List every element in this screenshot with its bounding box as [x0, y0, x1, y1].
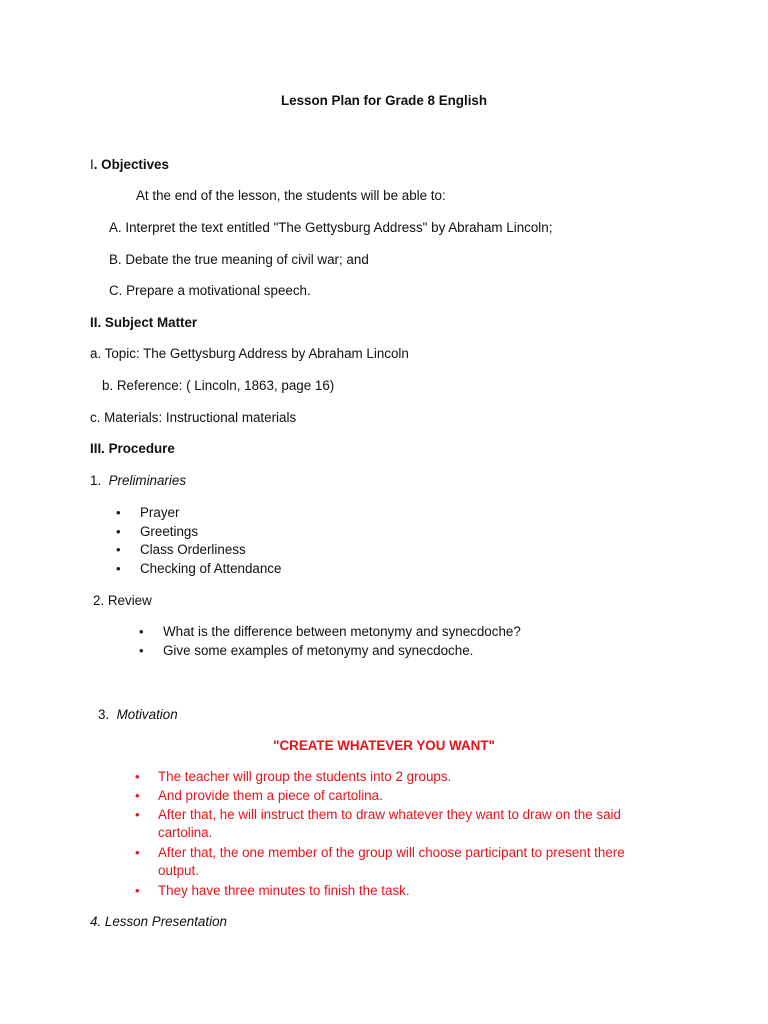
- bullet-icon: •: [135, 807, 140, 822]
- motivation-heading: [98, 707, 178, 722]
- objectives-numeral: I: [90, 157, 94, 172]
- subject-matter-heading: II. Subject Matter: [90, 315, 198, 330]
- preliminary-item-greetings: Greetings: [140, 524, 199, 539]
- procedure-heading: III. Procedure: [90, 441, 175, 456]
- page-title: Lesson Plan for Grade 8 English: [280, 93, 488, 108]
- lesson-presentation-heading: 4. Lesson Presentation: [90, 914, 227, 929]
- review-item-2: Give some examples of metonymy and synecdoche.: [163, 643, 474, 658]
- objective-item-b: B. Debate the true meaning of civil war; and: [109, 252, 369, 267]
- motivation-activity-title: "CREATE WHATEVER YOU WANT": [273, 738, 495, 753]
- motivation-item-3: After that, he will instruct them to draw whatever they want to draw on the said: [158, 807, 621, 822]
- objective-item-c: C. Prepare a motivational speech.: [109, 283, 311, 298]
- preliminaries-label: Preliminaries: [108, 473, 187, 488]
- subject-materials: c. Materials: Instructional materials: [90, 410, 297, 425]
- bullet-icon: •: [139, 643, 144, 658]
- bullet-icon: •: [135, 788, 140, 803]
- motivation-item-3-continued: cartolina.: [158, 825, 213, 840]
- bullet-icon: •: [135, 883, 140, 898]
- preliminary-item-orderliness: Class Orderliness: [140, 542, 246, 557]
- review-heading: 2. Review: [93, 593, 152, 608]
- bullet-icon: •: [135, 845, 140, 860]
- bullet-icon: •: [116, 524, 121, 539]
- motivation-item-1: The teacher will group the students into 2 groups.: [158, 769, 452, 784]
- preliminary-item-attendance: Checking of Attendance: [140, 561, 282, 576]
- bullet-icon: •: [116, 561, 121, 576]
- objectives-heading: [90, 157, 169, 172]
- motivation-item-4-continued: output.: [158, 863, 199, 878]
- motivation-label: Motivation: [116, 707, 178, 722]
- motivation-item-5: They have three minutes to finish the task.: [158, 883, 410, 898]
- motivation-item-2: And provide them a piece of cartolina.: [158, 788, 383, 803]
- preliminaries-heading: [90, 473, 186, 488]
- bullet-icon: •: [135, 769, 140, 784]
- bullet-icon: •: [139, 624, 144, 639]
- bullet-icon: •: [116, 505, 121, 520]
- preliminaries-number: 1.: [90, 473, 102, 488]
- subject-topic: a. Topic: The Gettysburg Address by Abraham Lincoln: [90, 346, 409, 361]
- review-item-1: What is the difference between metonymy and synecdoche?: [163, 624, 521, 639]
- motivation-item-4: After that, the one member of the group will choose participant to present there: [158, 845, 625, 860]
- objectives-heading-text: . Objectives: [93, 157, 169, 172]
- objectives-intro: At the end of the lesson, the students will be able to:: [136, 188, 446, 203]
- subject-reference: b. Reference: ( Lincoln, 1863, page 16): [102, 378, 335, 393]
- objective-item-a: A. Interpret the text entitled "The Gettysburg Address" by Abraham Lincoln;: [109, 220, 553, 235]
- motivation-number: 3.: [98, 707, 110, 722]
- bullet-icon: •: [116, 542, 121, 557]
- preliminary-item-prayer: Prayer: [140, 505, 180, 520]
